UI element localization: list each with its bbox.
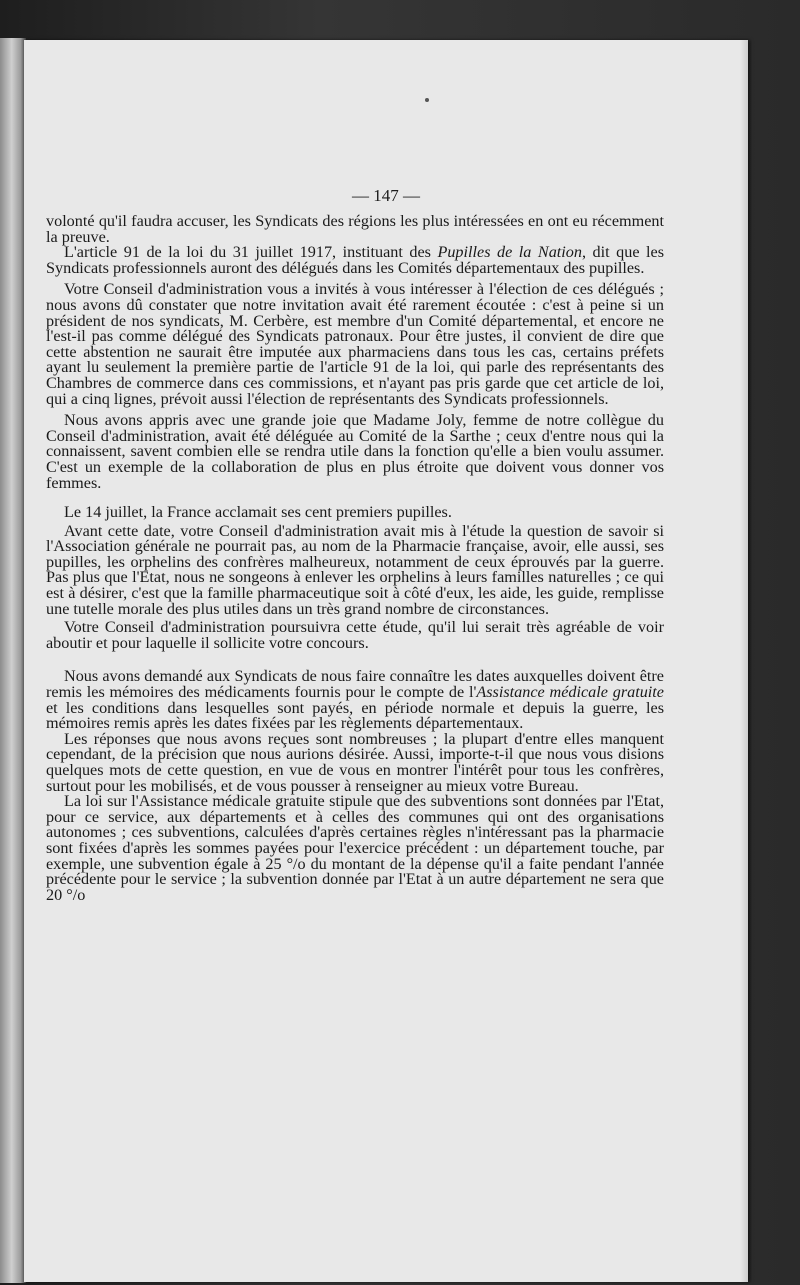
paragraph-3: Votre Conseil d'administration vous a invités à vous intéresser à l'élection de ces délégués ; nous avons dû constater que notre invitation avait été rarement écoutée : c'est à peine si un président de nos syndicats, M. Cerbère, est membre d'un Comité départemental, et encore ne l'est-il pas comme délégué des Syndicats patronaux. Pour être justes, il convient de dire que cette abstention ne saurait être imputée aux pharmaciens dans tous les cas, certains préfets ayant lu seulement la première partie de l'article 91 de la loi, qui parle des représentants des Chambres de commerce dans ces commissions, et n'ayant pas pris garde que cet article de loi, qui a cinq lignes, prévoit aussi l'élection de représentants des Syndicats professionnels. bbox=[46, 280, 664, 408]
page-number: — 147 — bbox=[352, 186, 420, 205]
paragraph-2 bbox=[46, 245, 664, 276]
paragraph-5: Le 14 juillet, la France acclamait ses cent premiers pupilles. bbox=[64, 503, 452, 522]
paragraph-2-part-2: , dit que les Syndicats professionnels auront des délégués dans les Comités départementaux des pupilles. bbox=[46, 243, 664, 277]
paragraph-4: Nous avons appris avec une grande joie que Madame Joly, femme de notre collègue du Conseil d'administration, avait été déléguée au Comité de la Sarthe ; ceux d'entre nous qui la connaissent, savent combien elle se rendra utile dans la fonction qu'elle a bien voulu assumer. C'est un exemple de la collaboration de plus en plus étroite que doivent vous donner vos femmes. bbox=[46, 411, 664, 492]
book-page bbox=[24, 40, 748, 1282]
page-body bbox=[46, 214, 664, 903]
paragraph-10: La loi sur l'Assistance médicale gratuite stipule que des subventions sont données par l'Etat, pour ce service, aux départements et à celles des communes qui ont des organisations autonomes ; ces subventions, calculées d'après certaines règles n'intéressant pas la pharmacie sont fixées d'après les sommes payées pour l'exercice précédent : un département touche, par exemple, une subvention égale à 25 °/o du montant de la dépense qu'il a faite pendant l'année précédente pour le service ; la subvention donnée par l'Etat à un autre département ne sera que 20 °/o bbox=[46, 792, 664, 904]
paragraph-8-part-2: et les conditions dans lesquelles sont payés, en période normale et depuis la guerre, les mémoires remis après les dates fixées par les règlements départementaux. bbox=[46, 698, 664, 733]
paragraph-8-italic: Assistance médicale gratuite bbox=[476, 683, 664, 702]
previous-page-edge bbox=[0, 38, 26, 1283]
paragraph-8 bbox=[46, 669, 664, 731]
paragraph-2-italic: Pupilles de la Nation bbox=[437, 243, 582, 262]
paragraph-2-part-1: L'article 91 de la loi du 31 juillet 1917, instituant des bbox=[64, 243, 438, 262]
paragraph-6: Avant cette date, votre Conseil d'administration avait mis à l'étude la question de savoir si l'Association générale ne pourrait pas, au nom de la Pharmacie française, avoir, elle aussi, ses pupilles, les orphelins des confrères malheureux, notamment de ceux éprouvés par la guerre. Pas plus que l'Etat, nous ne songeons à enlever les orphelins à leurs familles naturelles ; ce qui est à désirer, c'est que la famille pharmaceutique soit à côté d'eux, les aide, les guide, remplisse une tutelle morale des plus utiles dans un très grand nombre de circonstances. bbox=[46, 521, 664, 618]
paragraph-1: volonté qu'il faudra accuser, les Syndicats des régions les plus intéressées en ont eu récemment la preuve. bbox=[46, 212, 664, 246]
paper-speck bbox=[425, 98, 429, 102]
paragraph-7: Votre Conseil d'administration poursuivra cette étude, qu'il lui serait très agréable de voir aboutir et pour laquelle il sollicite votre concours. bbox=[46, 618, 664, 652]
paragraph-9: Les réponses que nous avons reçues sont nombreuses ; la plupart d'entre elles manquent cependant, de la précision que nous aurions désirée. Aussi, importe-t-il que nous vous disions quelques mots de cette question, en vue de vous en montrer l'intérêt pour tous les confrères, surtout pour les mobilisés, et de vous pousser à renseigner au mieux votre Bureau. bbox=[46, 729, 664, 795]
paragraph-8-part-1: Nous avons demandé aux Syndicats de nous faire connaître les dates auxquelles doivent être remis les mémoires des médicaments fournis pour le compte de l' bbox=[46, 667, 664, 702]
